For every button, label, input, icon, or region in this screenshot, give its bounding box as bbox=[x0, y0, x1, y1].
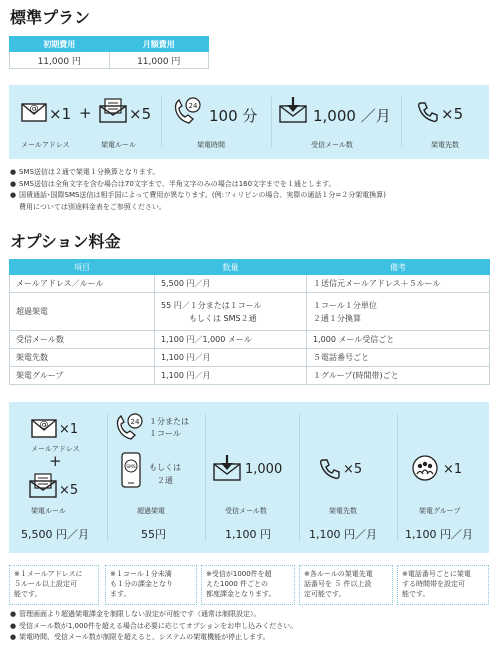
monthly-fee-header: 月額費用 bbox=[109, 37, 209, 52]
col-header-item: 項目 bbox=[10, 260, 155, 275]
footnote-receive: ※受信が1000件を超 えた1000 件ごとの 都度課金となります。 bbox=[201, 565, 295, 605]
rules-count: ×5 bbox=[129, 105, 152, 123]
monthly-fee-value: 11,000 円 bbox=[109, 52, 209, 69]
opt-receive-price: 1,100 円 bbox=[225, 528, 271, 541]
note-line: ● 管理画面より超過架電課金を制限しない設定が可能です（通常は制限設定）。 bbox=[10, 610, 261, 618]
phone-icon bbox=[417, 101, 439, 123]
table-row: 架電グループ 1,100 円／月 １グループ(時間帯)ごと bbox=[10, 367, 490, 385]
mail-rules-icon bbox=[99, 97, 127, 123]
divider bbox=[271, 97, 272, 147]
call-unit-text: １分または bbox=[149, 417, 189, 426]
overcall-label: 超過架電 bbox=[137, 507, 165, 515]
sms-text: もしくは bbox=[149, 463, 181, 472]
opt-group-count: ×1 bbox=[443, 462, 463, 477]
opt-dest-label: 架電先数 bbox=[329, 507, 357, 515]
footnote-mail: ※１メールアドレスに ５ルール以上設定可 能です。 bbox=[9, 565, 99, 605]
svg-text:@: @ bbox=[39, 420, 49, 430]
table-row: 受信メール数 1,100 円／1,000 メール 1,000 メール受信ごと bbox=[10, 331, 490, 349]
initial-fee-header: 初期費用 bbox=[10, 37, 110, 52]
footnote-group: ※電話番号ごとに架電 する時間帯を設定可 能です。 bbox=[397, 565, 489, 605]
receive-mail-label: 受信メール数 bbox=[311, 141, 353, 149]
divider bbox=[205, 414, 206, 541]
divider bbox=[299, 414, 300, 541]
note-line: ● 受信メール数が1,000件を超える場合は必要に応じてオプションをお申し込みください。 bbox=[10, 621, 298, 630]
receive-mail-value: 1,000 ／月 bbox=[313, 107, 391, 125]
opt-mail-price: 5,500 円／月 bbox=[21, 528, 89, 541]
divider bbox=[107, 414, 108, 541]
standard-plan-title: 標準プラン bbox=[10, 8, 91, 27]
mail-at-icon bbox=[31, 416, 57, 438]
table-row: 超過架電 55 円／１分または１コール もしくは SMS２通 １コール１分単位 ２通１分換算 bbox=[10, 293, 490, 331]
clock-phone-icon bbox=[113, 412, 145, 442]
standard-features-band bbox=[9, 85, 489, 159]
divider bbox=[401, 97, 402, 147]
overcall-price: 55円 bbox=[141, 528, 166, 541]
mail-receive-icon bbox=[279, 96, 307, 124]
note-line: ● 国債通話･国際SMS送信は相手国によって費用が異なります。(例:フィリピンの場合、実際の通話１分=２分架電換算) bbox=[10, 191, 386, 199]
group-clock-icon bbox=[411, 454, 439, 482]
dest-label: 架電先数 bbox=[431, 141, 459, 149]
mail-label: メールアドレス bbox=[21, 141, 70, 149]
opt-rules-count: ×5 bbox=[59, 483, 79, 498]
options-title: オプション料金 bbox=[10, 232, 121, 251]
mail-receive-icon bbox=[213, 454, 241, 482]
opt-plus-sign: + bbox=[49, 452, 62, 470]
table-row: 架電先数 1,100 円／月 ５電話番号ごと bbox=[10, 349, 490, 367]
mail-rules-icon bbox=[29, 472, 57, 498]
footnote-dest: ※各ルールの架電先電 話番号を ５ 件以上設 定可能です。 bbox=[299, 565, 393, 605]
options-features-band bbox=[9, 402, 489, 553]
mail-count: ×1 bbox=[49, 105, 72, 123]
option-notes bbox=[10, 609, 297, 644]
opt-mail-count: ×1 bbox=[59, 422, 79, 437]
opt-dest-count: ×5 bbox=[343, 462, 363, 477]
opt-group-price: 1,100 円／月 bbox=[405, 528, 473, 541]
opt-dest-price: 1,100 円／月 bbox=[309, 528, 377, 541]
footnote-overcall: ※１コール１分未満 も１分の課金となり ます。 bbox=[105, 565, 197, 605]
divider bbox=[161, 97, 162, 147]
smartphone-sms-icon bbox=[121, 452, 141, 488]
rules-label: 架電ルール bbox=[101, 141, 136, 149]
opt-rules-label: 架電ルール bbox=[31, 507, 66, 515]
phone-icon bbox=[319, 458, 341, 480]
dest-count: ×5 bbox=[441, 105, 464, 123]
call-time-label: 架電時間 bbox=[197, 141, 225, 149]
note-line: ● 架電時間、受信メール数が制限を超えると、システムの架電機能が停止します。 bbox=[10, 633, 270, 641]
standard-price-table bbox=[9, 36, 209, 69]
clock-phone-icon bbox=[171, 96, 203, 126]
standard-notes bbox=[10, 167, 386, 213]
opt-receive-value: 1,000 bbox=[245, 462, 283, 477]
call-unit-text-2: １コール bbox=[149, 429, 181, 438]
svg-text:24: 24 bbox=[188, 102, 198, 110]
note-line: ● SMS送信は２通で架電１分換算となります。 bbox=[10, 168, 160, 176]
opt-receive-label: 受信メール数 bbox=[225, 507, 267, 515]
svg-text:24: 24 bbox=[130, 418, 140, 426]
opt-mail-label: メールアドレス bbox=[31, 445, 80, 453]
svg-text:SMS: SMS bbox=[126, 465, 136, 470]
initial-fee-value: 11,000 円 bbox=[10, 52, 110, 69]
opt-group-label: 架電グループ bbox=[419, 507, 461, 515]
plus-sign: + bbox=[79, 104, 92, 122]
svg-text:@: @ bbox=[29, 104, 39, 114]
col-header-note: 備考 bbox=[307, 260, 490, 275]
sms-text-2: ２通 bbox=[157, 476, 173, 485]
note-line: ● SMS送信は全角文字を含む場合は70文字まで、半角文字のみの場合は160文字までを１通とします。 bbox=[10, 179, 336, 188]
call-time-value: 100 分 bbox=[209, 107, 258, 125]
mail-at-icon bbox=[21, 100, 47, 122]
options-table bbox=[9, 259, 490, 385]
table-row: メールアドレス／ルール 5,500 円／月 １送信元メールアドレス＋５ルール bbox=[10, 275, 490, 293]
note-line: 費用については別途料金表をご参照ください。 bbox=[19, 202, 166, 211]
col-header-qty: 数量 bbox=[155, 260, 307, 275]
divider bbox=[397, 414, 398, 541]
